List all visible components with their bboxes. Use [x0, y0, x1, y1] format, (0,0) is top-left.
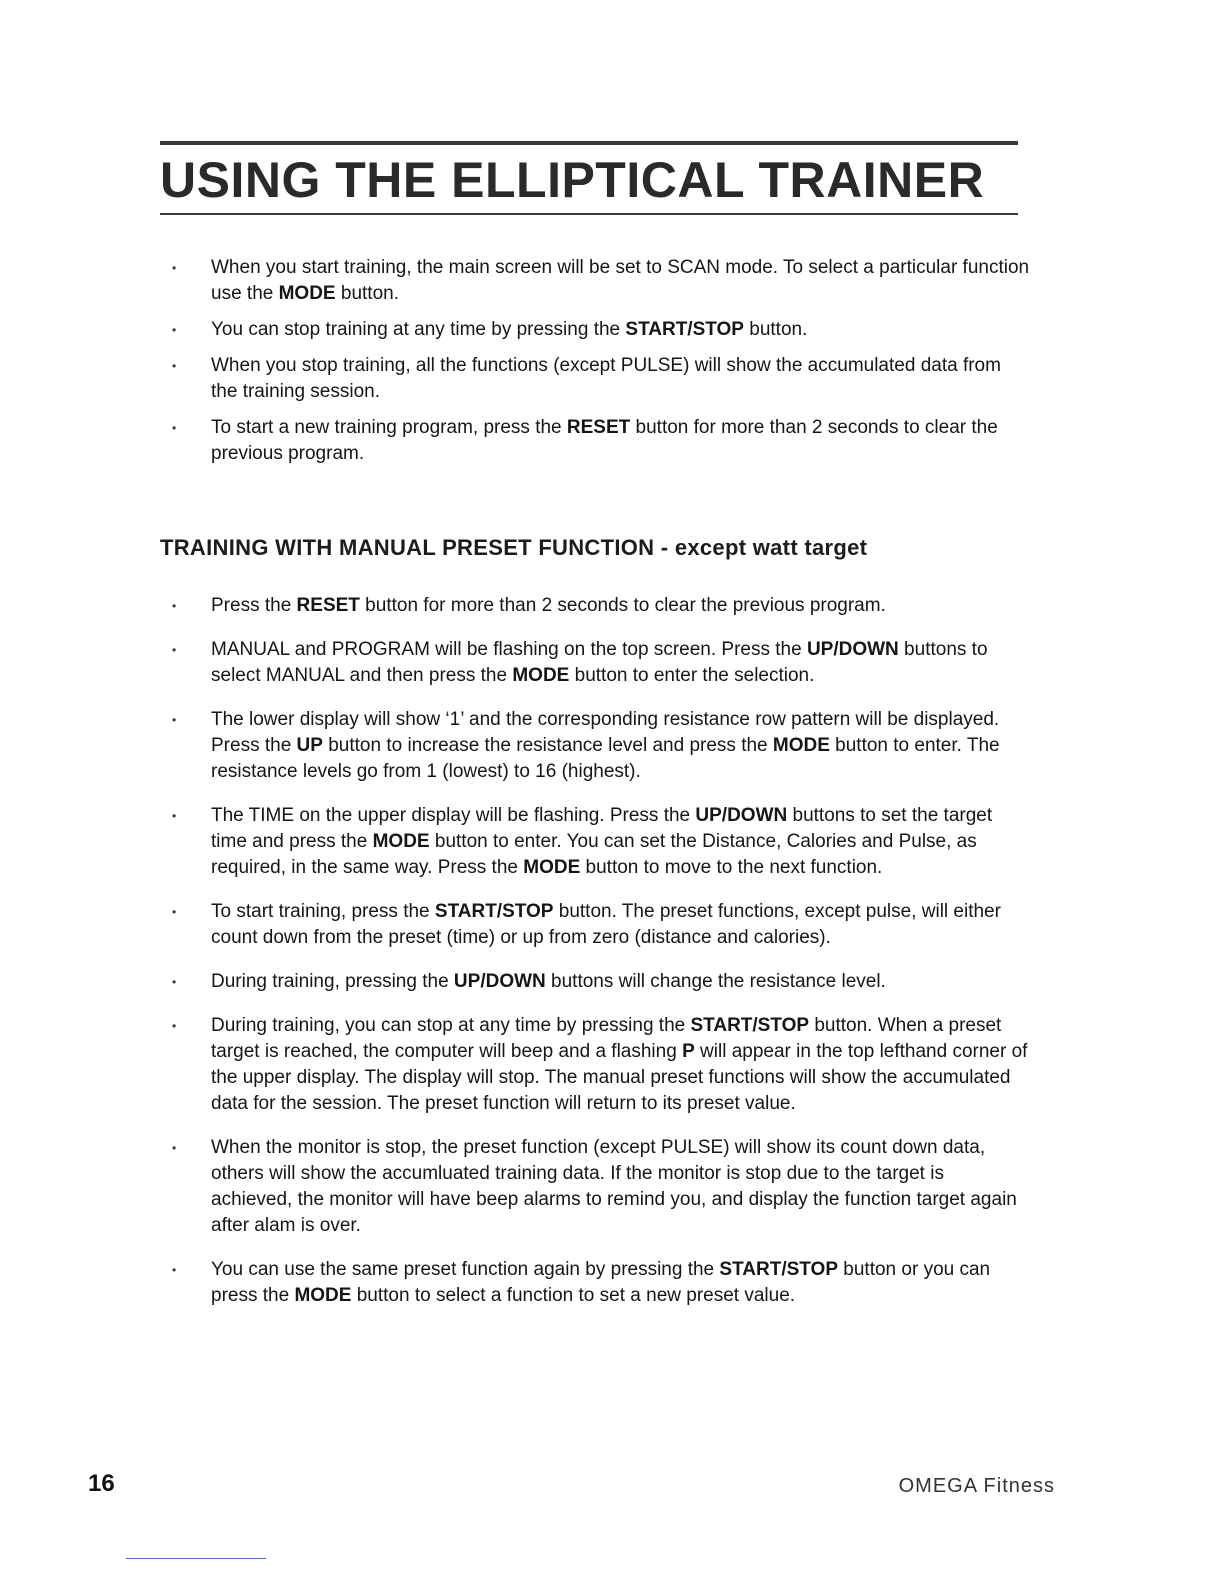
- list-item: [160, 1013, 1030, 1117]
- list-item: [160, 317, 1030, 343]
- list-item-text: The lower display will show ‘1’ and the corresponding resistance row pattern will be displayed. Press the: [211, 709, 1000, 756]
- bottom-divider: [126, 1558, 266, 1559]
- list-item-text: buttons to set the target time and press the: [211, 805, 993, 852]
- list-item-text: MANUAL and PROGRAM will be flashing on the top screen. Press the: [211, 639, 807, 660]
- section-heading: TRAINING WITH MANUAL PRESET FUNCTION - except watt target: [160, 535, 868, 560]
- list-item-emphasis: MODE: [294, 1285, 352, 1306]
- list-item: [160, 255, 1030, 307]
- list-item-text: button.: [335, 283, 399, 304]
- list-item-text: buttons to select MANUAL and then press the: [211, 639, 988, 686]
- list-item-text: button to enter. You can set the Distance, Calories and Pulse, as required, in the same way. Press the: [211, 831, 977, 878]
- list-item-text: button for more than 2 seconds to clear the previous program.: [359, 595, 886, 616]
- list-item-text: During training, you can stop at any time by pressing the: [211, 1015, 691, 1036]
- list-item-emphasis: MODE: [512, 665, 570, 686]
- list-item-text: To start a new training program, press the: [211, 417, 567, 438]
- list-item-emphasis: START/STOP: [625, 319, 744, 340]
- list-item-text: will appear in the top lefthand corner of the upper display. The display will stop. The manual preset functions will show the accumulated data for the session. The preset function will return to its preset value.: [211, 1041, 1028, 1114]
- list-item-text: button for more than 2 seconds to clear the previous program.: [211, 417, 998, 464]
- list-item-text: button or you can press the: [211, 1259, 991, 1306]
- manual-preset-bullet-list: [160, 593, 1030, 1327]
- page-title: USING THE ELLIPTICAL TRAINER: [160, 152, 985, 208]
- list-item-text: When you stop training, all the functions (except PULSE) will show the accumulated data from the training session.: [211, 355, 1001, 402]
- list-item: [160, 899, 1030, 951]
- list-item-emphasis: MODE: [372, 831, 430, 852]
- list-item-emphasis: START/STOP: [719, 1259, 839, 1280]
- list-item-text: You can stop training at any time by pressing the: [211, 319, 626, 340]
- title-bottom-rule: [160, 213, 1018, 215]
- list-item-text: Press the: [211, 595, 297, 616]
- footer-brand: OMEGA Fitness: [898, 1475, 1055, 1497]
- list-item: [160, 415, 1030, 467]
- list-item-text: You can use the same preset function again by pressing the: [211, 1259, 720, 1280]
- list-item: [160, 803, 1030, 881]
- list-item-emphasis: UP/DOWN: [695, 805, 788, 826]
- list-item-text: During training, pressing the: [211, 971, 454, 992]
- list-item-text: button to increase the resistance level and press the: [322, 735, 773, 756]
- list-item-text: When you start training, the main screen will be set to SCAN mode. To select a particular function use the: [211, 257, 1030, 304]
- list-item-text: The TIME on the upper display will be flashing. Press the: [211, 805, 696, 826]
- list-item: [160, 637, 1030, 689]
- list-item-emphasis: UP/DOWN: [453, 971, 546, 992]
- list-item-emphasis: RESET: [296, 595, 360, 616]
- list-item-emphasis: RESET: [566, 417, 631, 438]
- list-item: [160, 969, 1030, 995]
- list-item-emphasis: MODE: [278, 283, 336, 304]
- list-item: [160, 707, 1030, 785]
- list-item: [160, 353, 1030, 405]
- list-item-text: button to enter the selection.: [569, 665, 815, 686]
- list-item-text: button.: [743, 319, 808, 340]
- list-item: [160, 1257, 1030, 1309]
- list-item-emphasis: MODE: [523, 857, 581, 878]
- list-item-text: When the monitor is stop, the preset function (except PULSE) will show its count down data, others will show the accumluated training data. If the monitor is stop due to the target is achieved, the monitor will have beep alarms to remind you, and display the function target again after alam is over.: [211, 1137, 1017, 1236]
- list-item: [160, 1135, 1030, 1239]
- list-item-emphasis: START/STOP: [434, 901, 554, 922]
- list-item-text: button to move to the next function.: [580, 857, 883, 878]
- list-item-text: button to enter. The resistance levels go from 1 (lowest) to 16 (highest).: [211, 735, 1000, 782]
- list-item-emphasis: UP: [296, 735, 323, 756]
- list-item-text: buttons will change the resistance level.: [545, 971, 886, 992]
- list-item: [160, 593, 1030, 619]
- intro-bullet-list: [160, 255, 1030, 477]
- list-item-text: button. When a preset target is reached, the computer will beep and a flashing: [211, 1015, 1002, 1062]
- list-item-emphasis: START/STOP: [690, 1015, 810, 1036]
- list-item-text: button to select a function to set a new preset value.: [351, 1285, 796, 1306]
- list-item-emphasis: P: [682, 1041, 695, 1062]
- list-item-emphasis: MODE: [772, 735, 830, 756]
- list-item-emphasis: UP/DOWN: [806, 639, 899, 660]
- page-number: 16: [88, 1470, 115, 1497]
- title-top-rule: [160, 141, 1018, 145]
- list-item-text: button. The preset functions, except pulse, will either count down from the preset (time) or up from zero (distance and calories).: [211, 901, 1001, 948]
- list-item-text: To start training, press the: [211, 901, 435, 922]
